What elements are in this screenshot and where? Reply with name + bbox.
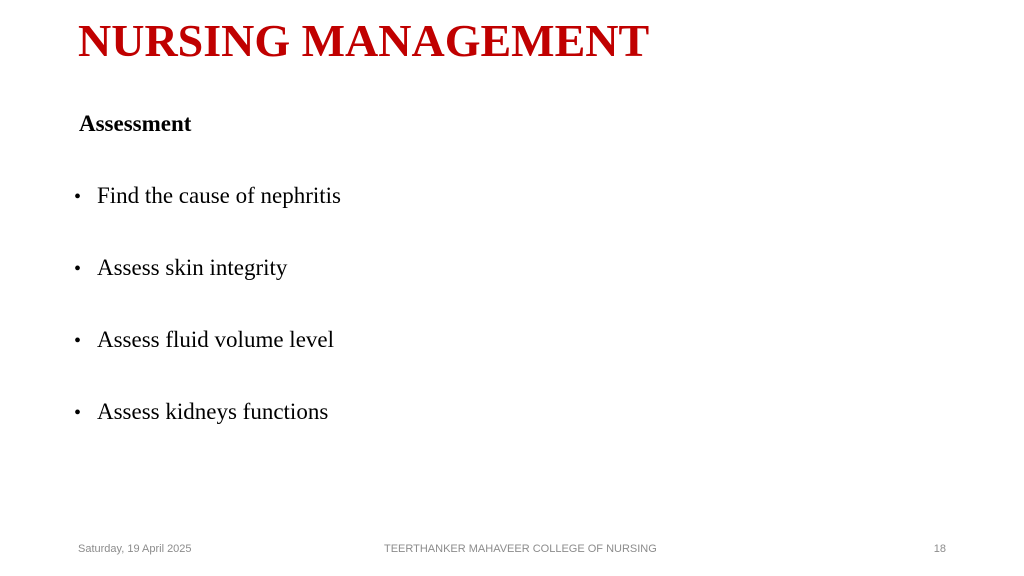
bullet-list — [74, 180, 341, 468]
bullet-icon: • — [74, 186, 82, 208]
page-number: 18 — [933, 543, 946, 555]
list-item — [74, 396, 341, 468]
bullet-icon: • — [74, 330, 82, 352]
bullet-text: Find the cause of nephritis — [97, 183, 342, 208]
footer-college-name: TEERTHANKER MAHAVEER COLLEGE OF NURSING — [384, 543, 657, 555]
list-item — [74, 252, 341, 324]
bullet-text: Assess fluid volume level — [97, 327, 334, 352]
bullet-icon: • — [74, 258, 82, 280]
list-item — [74, 324, 341, 396]
section-heading: Assessment — [79, 111, 192, 136]
list-item — [74, 180, 341, 252]
bullet-icon: • — [74, 402, 82, 424]
footer-date: Saturday, 19 April 2025 — [78, 543, 192, 555]
bullet-text: Assess kidneys functions — [97, 399, 329, 424]
bullet-text: Assess skin integrity — [97, 255, 288, 280]
slide-title: NURSING MANAGEMENT — [78, 15, 650, 66]
